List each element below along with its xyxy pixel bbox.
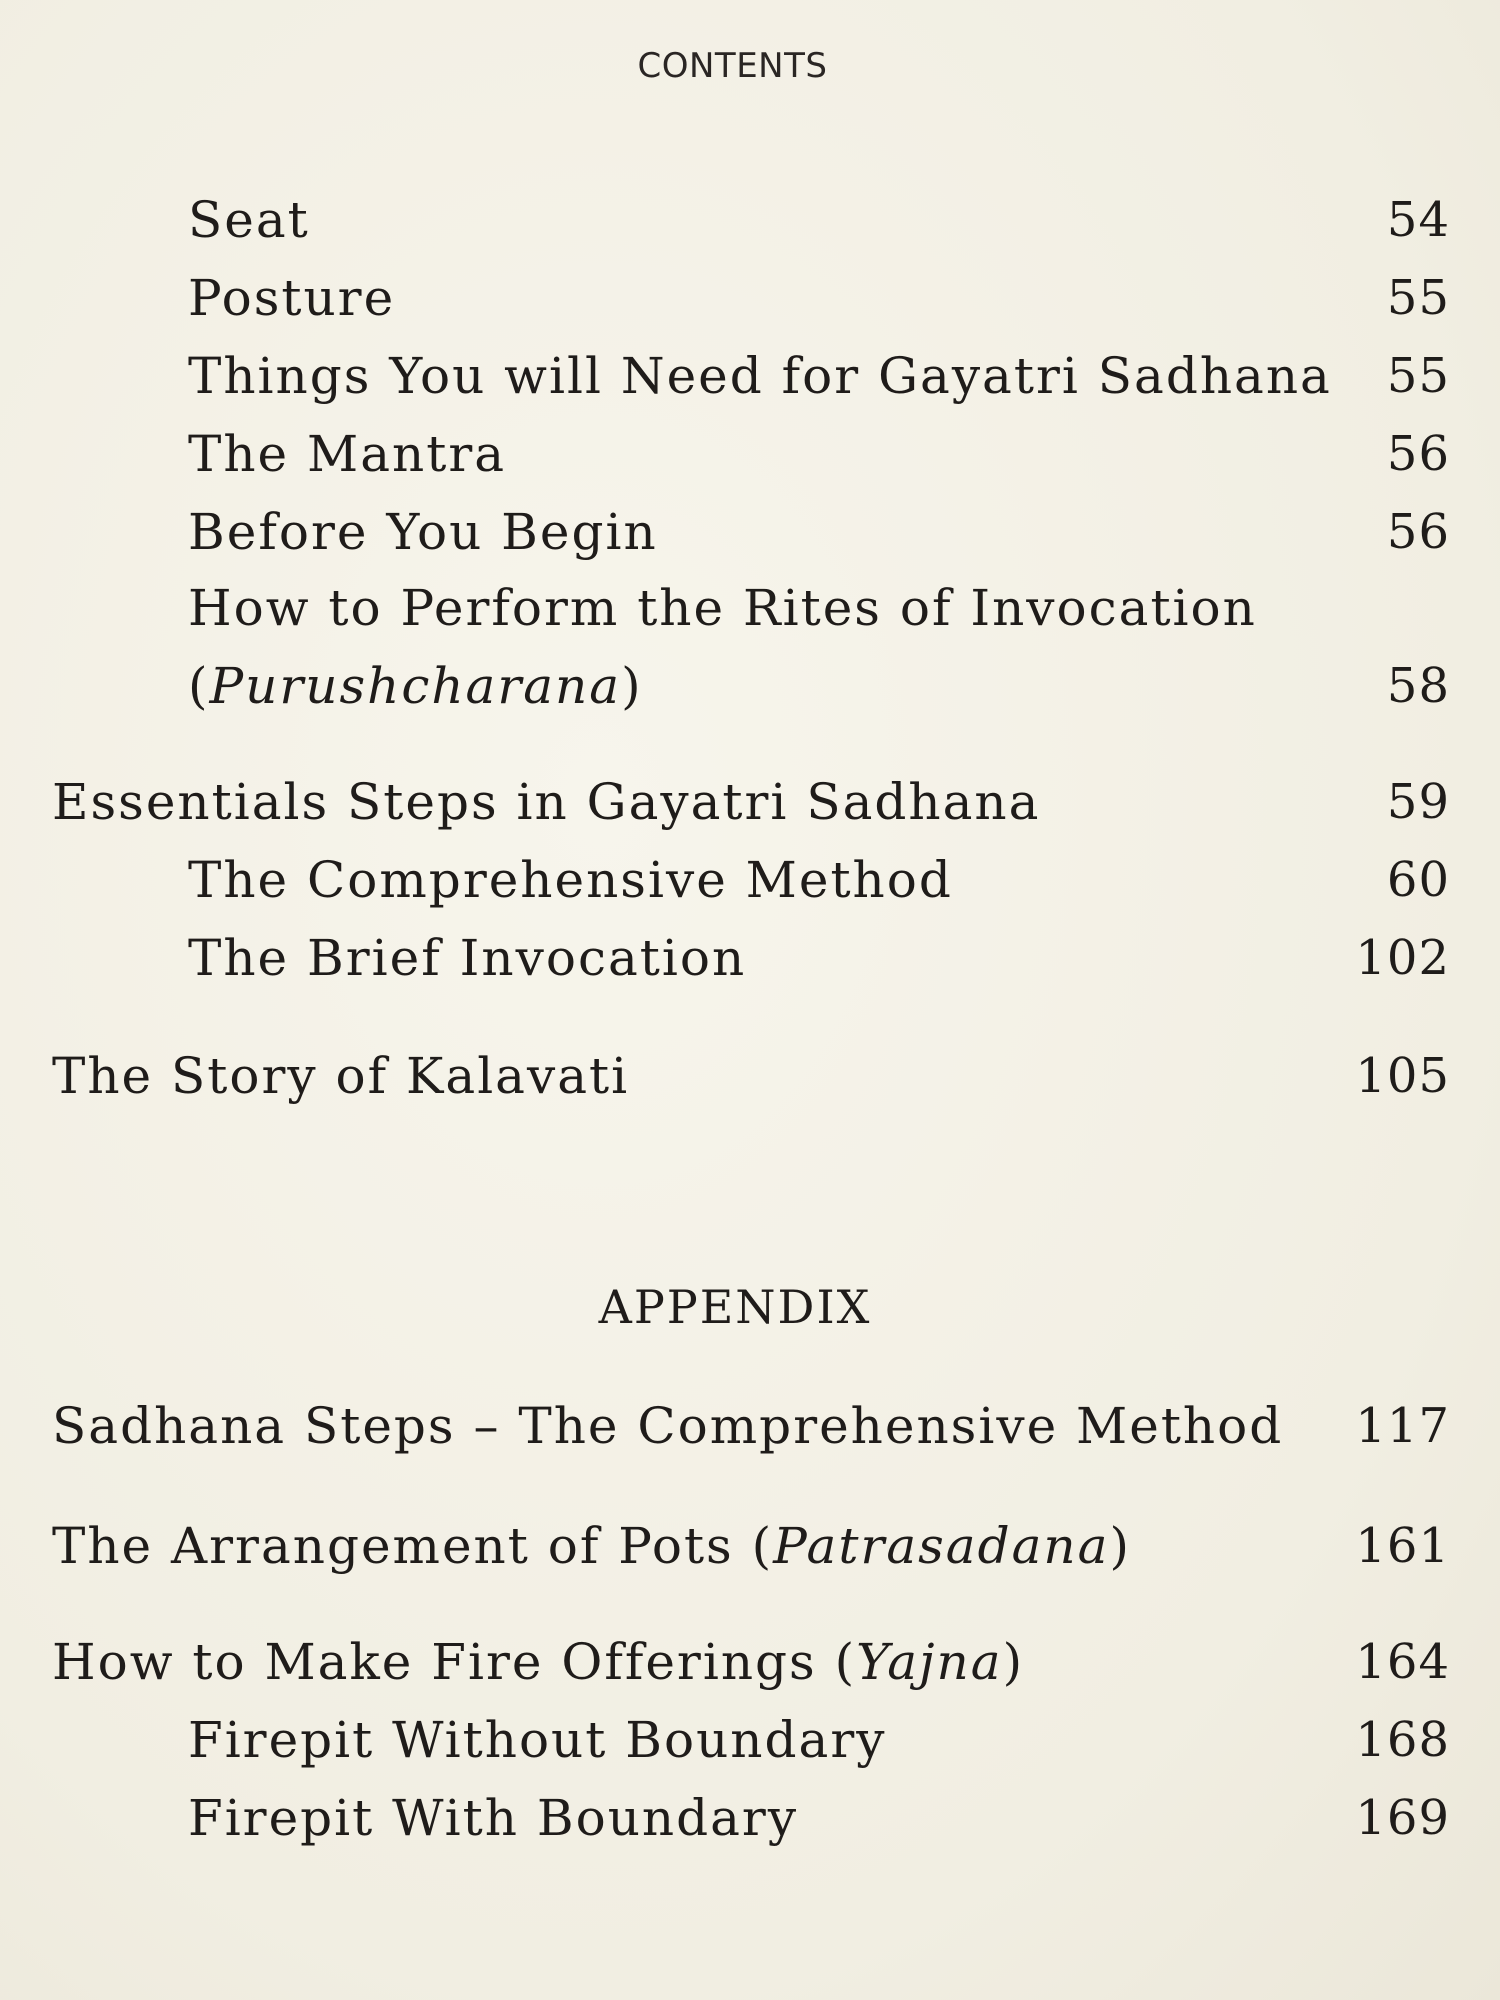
page-number: 161 [1355, 1518, 1450, 1574]
toc-entry-firepit-without-boundary: Firepit Without Boundary [188, 1711, 887, 1769]
page-number: 164 [1355, 1634, 1450, 1690]
toc-entry-sadhana-steps: Sadhana Steps – The Comprehensive Method [52, 1397, 1284, 1455]
page-number: 117 [1355, 1398, 1450, 1454]
page-number: 169 [1355, 1790, 1450, 1846]
toc-entry-brief-invocation: The Brief Invocation [188, 929, 747, 987]
toc-entry-firepit-with-boundary: Firepit With Boundary [188, 1789, 799, 1847]
page-number: 105 [1355, 1048, 1450, 1104]
toc-entry-comprehensive-method: The Comprehensive Method [188, 851, 953, 909]
italic-term: Purushcharana [209, 657, 622, 715]
toc-entry-story-of-kalavati: The Story of Kalavati [52, 1047, 630, 1105]
toc-entry-things-needed: Things You will Need for Gayatri Sadhana [188, 347, 1332, 405]
page-number: 60 [1386, 852, 1450, 908]
page-number: 56 [1386, 426, 1450, 482]
toc-entry-rites-of-invocation: How to Perform the Rites of Invocation [188, 579, 1257, 637]
toc-entry-seat: Seat [188, 191, 310, 249]
italic-term: Yajna [856, 1633, 1003, 1691]
page-number: 102 [1355, 930, 1450, 986]
italic-term: Patrasadana [773, 1517, 1110, 1575]
page-number: 55 [1386, 270, 1450, 326]
page-number: 168 [1355, 1712, 1450, 1768]
page-number: 55 [1386, 348, 1450, 404]
toc-entry-the-mantra: The Mantra [188, 425, 507, 483]
toc-entry-essential-steps: Essentials Steps in Gayatri Sadhana [52, 773, 1041, 831]
toc-entry-purushcharana: (Purushcharana) [188, 657, 643, 715]
toc-entry-arrangement-of-pots: The Arrangement of Pots (Patrasadana) [52, 1517, 1131, 1575]
page-number: 54 [1386, 192, 1450, 248]
toc-entry-fire-offerings: How to Make Fire Offerings (Yajna) [52, 1633, 1025, 1691]
page-number: 59 [1386, 774, 1450, 830]
toc-entry-posture: Posture [188, 269, 396, 327]
running-head: CONTENTS [637, 46, 828, 86]
page-number: 58 [1386, 658, 1450, 714]
appendix-heading: APPENDIX [598, 1280, 872, 1334]
page-number: 56 [1386, 504, 1450, 560]
toc-entry-before-you-begin: Before You Begin [188, 503, 658, 561]
